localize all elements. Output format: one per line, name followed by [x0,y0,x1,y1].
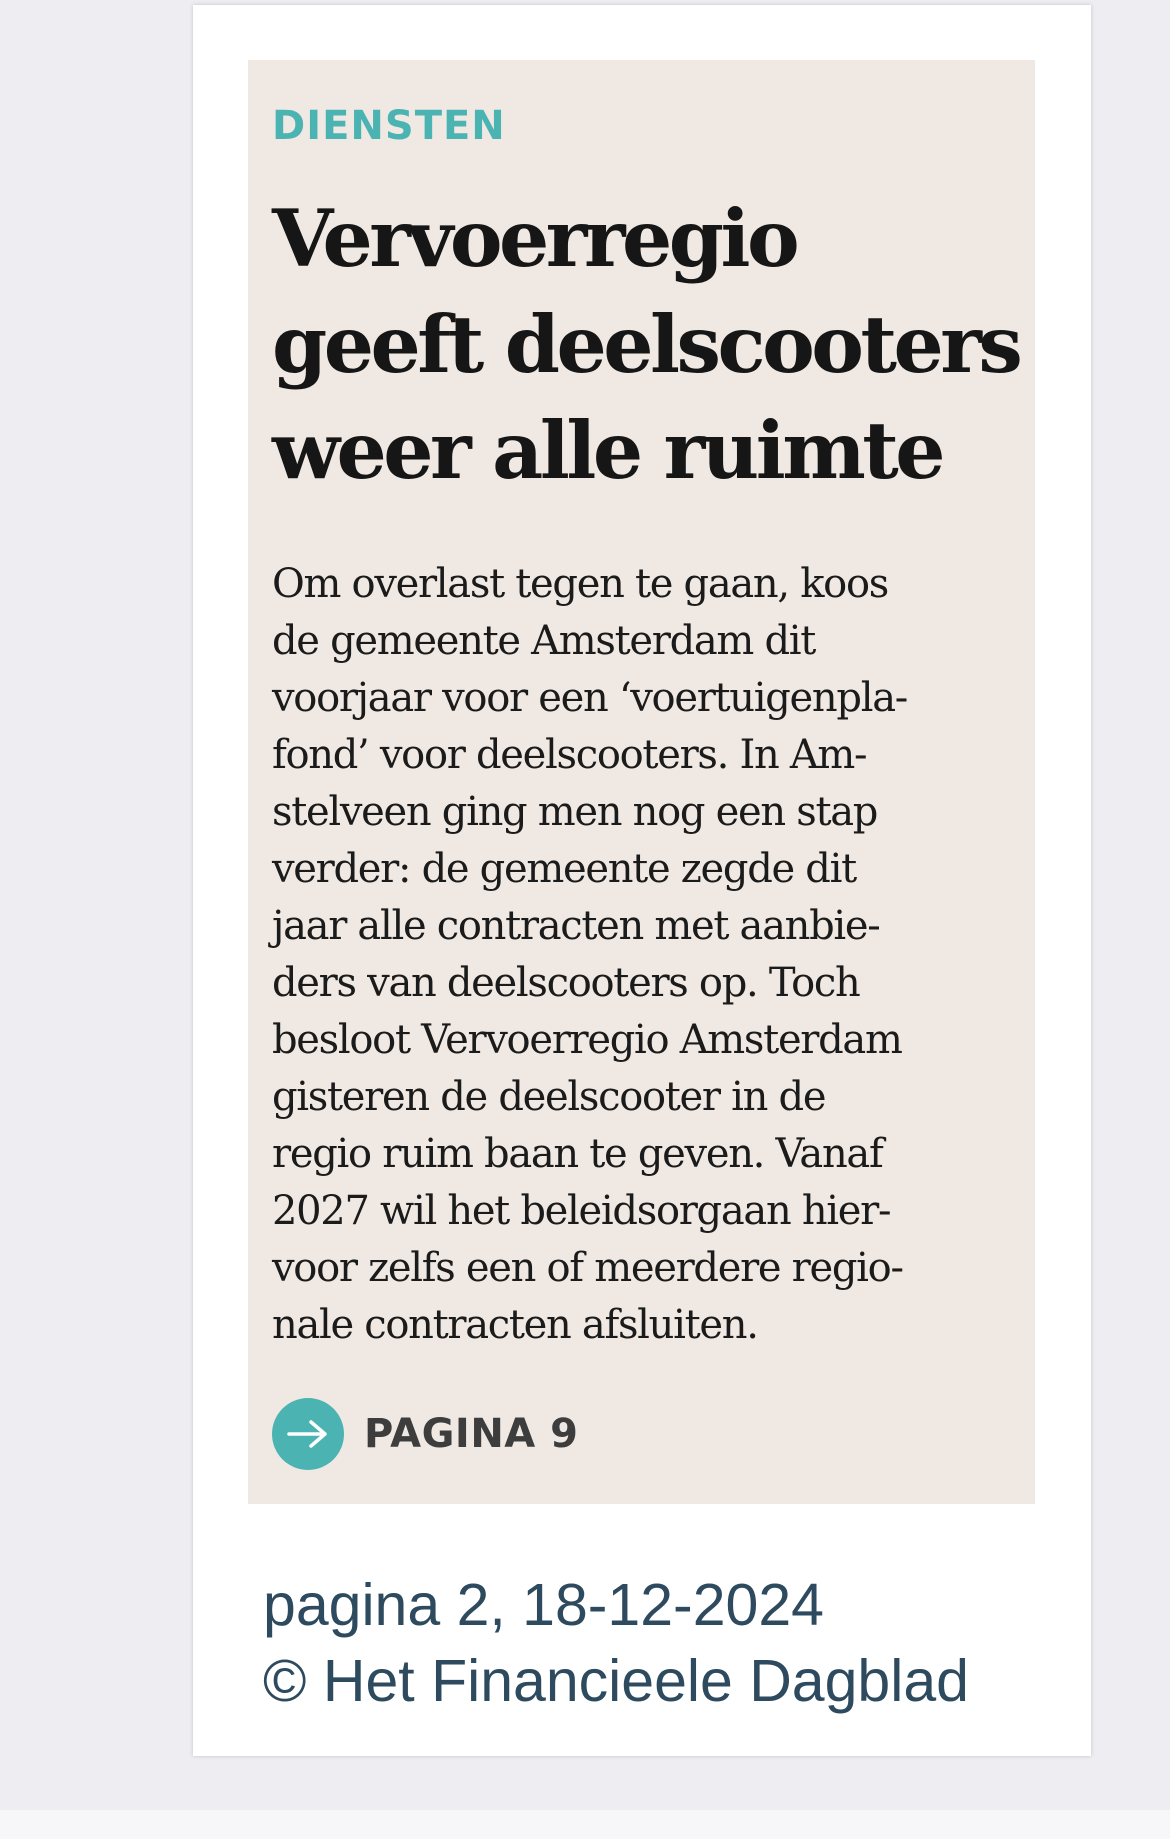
article-box [248,60,1035,1504]
body-line: regio ruim baan te geven. Vanaf [272,1131,883,1177]
source-caption [263,1567,969,1719]
body-line: fond’ voor deelscooters. In Am- [272,732,867,778]
body-line: Om overlast tegen te gaan, koos [272,561,888,607]
clipping-card [193,5,1091,1756]
body-line: nale contracten afsluiten. [272,1302,758,1348]
body-line: stelveen ging men nog een stap [272,789,878,835]
body-line: 2027 wil het beleidsorgaan hier- [272,1188,891,1234]
body-line: ders van deelscooters op. Toch [272,960,860,1006]
page-reference-link[interactable] [272,1398,579,1470]
body-line: voor zelfs een of meerdere regio- [272,1245,903,1291]
article-body [272,556,1032,1354]
body-line: besloot Vervoerregio Amsterdam [272,1017,902,1063]
body-line: verder: de gemeente zegde dit [272,846,856,892]
body-line: jaar alle contracten met aanbie- [272,903,880,949]
caption-page-date: pagina 2, 18-12-2024 [263,1572,824,1638]
page-reference-label: PAGINA 9 [364,1411,579,1457]
section-label: DIENSTEN [272,103,506,149]
body-line: gisteren de deelscooter in de [272,1074,826,1120]
arrow-right-icon [272,1398,344,1470]
body-line: de gemeente Amsterdam dit [272,618,816,664]
bottom-strip [0,1810,1170,1839]
caption-copyright: © Het Financieele Dagblad [263,1648,969,1714]
article-headline: Vervoerregio geeft deelscooters weer alle ruimte [272,192,1020,497]
body-line: voorjaar voor een ‘voertuigenpla- [272,675,907,721]
